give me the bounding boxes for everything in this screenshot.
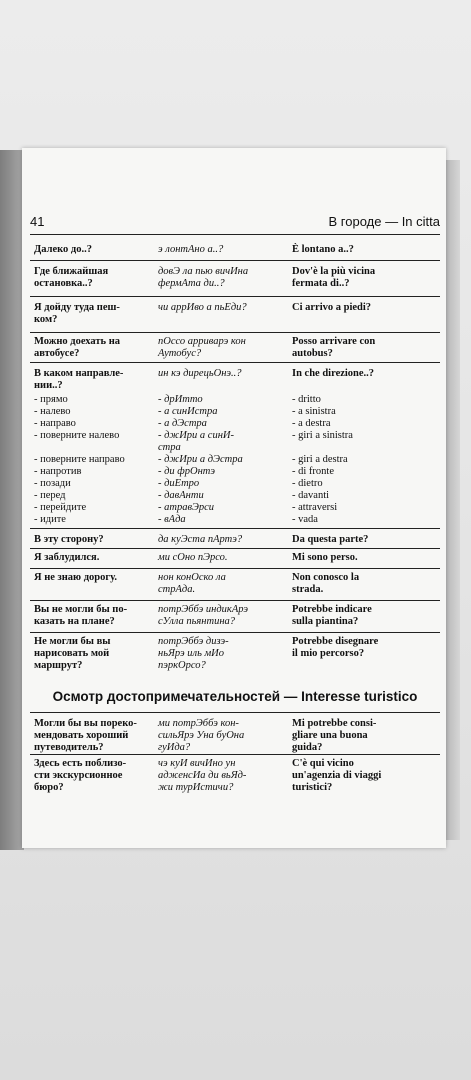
book-page	[22, 148, 446, 848]
transliteration: ми сОно пЭрсо.	[158, 552, 228, 563]
russian-phrase: Вы не могли бы по- казать на плане?	[34, 604, 128, 627]
transliteration: нон конОско ла стрАда.	[158, 572, 226, 595]
italian-phrase: Non conosco la strada.	[292, 572, 360, 595]
transliteration: довЭ ла пью вичИна фермАта ди..?	[158, 266, 249, 289]
transliterated-directions: - джИри а дЭстра - ди фрОнтэ - диЕтро - давАнти - атравЭрси - вАда	[158, 454, 243, 525]
russian-phrase: Далеко до..?	[34, 244, 92, 255]
italian-phrase: Mi potrebbe consi- gliare una buona guida?	[292, 718, 377, 753]
page-edge-shadow	[446, 160, 460, 840]
russian-phrase: Я заблудился.	[34, 552, 100, 563]
transliteration: э лонтАно а..?	[158, 244, 224, 255]
transliteration: чэ куИ вичИно ун адженсИа ди вьЯд- жи турИстичи?	[158, 758, 247, 793]
italian-phrase: È lontano a..?	[292, 244, 354, 255]
russian-phrase: В каком направле- нии..?	[34, 368, 124, 391]
russian-directions: - прямо - налево - направо - поверните налево	[34, 394, 120, 441]
transliteration: потрЭббэ дизэ- ньЯрэ иль мИо пэркОрсо?	[158, 636, 229, 671]
row-divider	[30, 528, 440, 529]
row-divider	[30, 296, 440, 297]
transliterated-directions: - дрИтто - а синИстра - а дЭстра - джИри а синИ- стра	[158, 394, 234, 453]
italian-phrase: Potrebbe disegnare il mio percorso?	[292, 636, 379, 659]
row-divider	[30, 600, 440, 601]
russian-phrase: Где ближайшая остановка..?	[34, 266, 109, 289]
book-spine-shadow	[0, 150, 24, 850]
transliteration: потрЭббэ индикАрэ сУлла пьянтина?	[158, 604, 248, 627]
italian-phrase: Ci arrivo a piedi?	[292, 302, 372, 313]
transliteration: ин кэ дирецьОнэ..?	[158, 368, 242, 379]
italian-phrase: In che direzione..?	[292, 368, 375, 379]
italian-phrase: Potrebbe indicare sulla piantina?	[292, 604, 372, 627]
russian-phrase: Можно доехать на автобусе?	[34, 336, 121, 359]
section-title: Осмотр достопримечательностей — Interesse turistico	[52, 689, 418, 704]
russian-directions: - поверните направо - напротив - позади - перед - перейдите - идите	[34, 454, 125, 525]
row-divider	[30, 712, 440, 713]
italian-directions: - giri a destra - di fronte - dietro - davanti - attraversi - vada	[292, 454, 348, 525]
row-divider	[30, 754, 440, 755]
row-divider	[30, 632, 440, 633]
page-number: 41	[30, 214, 45, 229]
running-title: В городе — In citta	[328, 214, 440, 229]
page-header	[30, 212, 440, 235]
russian-phrase: Я дойду туда пеш- ком?	[34, 302, 120, 325]
russian-phrase: Могли бы вы пореко- мендовать хороший путеводитель?	[34, 718, 137, 753]
row-divider	[30, 362, 440, 363]
row-divider	[30, 260, 440, 261]
transliteration: да куЭста пАртэ?	[158, 534, 243, 545]
row-divider	[30, 332, 440, 333]
russian-phrase: В эту сторону?	[34, 534, 104, 545]
italian-phrase: Mi sono perso.	[292, 552, 358, 563]
row-divider	[30, 568, 440, 569]
russian-phrase: Я не знаю дорогу.	[34, 572, 117, 583]
russian-phrase: Здесь есть поблизо- сти экскурсионное бюро?	[34, 758, 127, 793]
transliteration: ми потрЭббэ кон- сильЯрэ Уна буОна гуИда?	[158, 718, 245, 753]
italian-phrase: Posso arrivare con autobus?	[292, 336, 376, 359]
row-divider	[30, 548, 440, 549]
russian-phrase: Не могли бы вы нарисовать мой маршрут?	[34, 636, 111, 671]
italian-phrase: Da questa parte?	[292, 534, 369, 545]
transliteration: пОссо арриварэ кон Аутобус?	[158, 336, 246, 359]
italian-phrase: C'è qui vicino un'agenzia di viaggi turistici?	[292, 758, 382, 793]
transliteration: чи аррИво а пьЕди?	[158, 302, 247, 313]
italian-phrase: Dov'è la più vicina fermata di..?	[292, 266, 376, 289]
italian-directions: - dritto - a sinistra - a destra - giri a sinistra	[292, 394, 353, 441]
